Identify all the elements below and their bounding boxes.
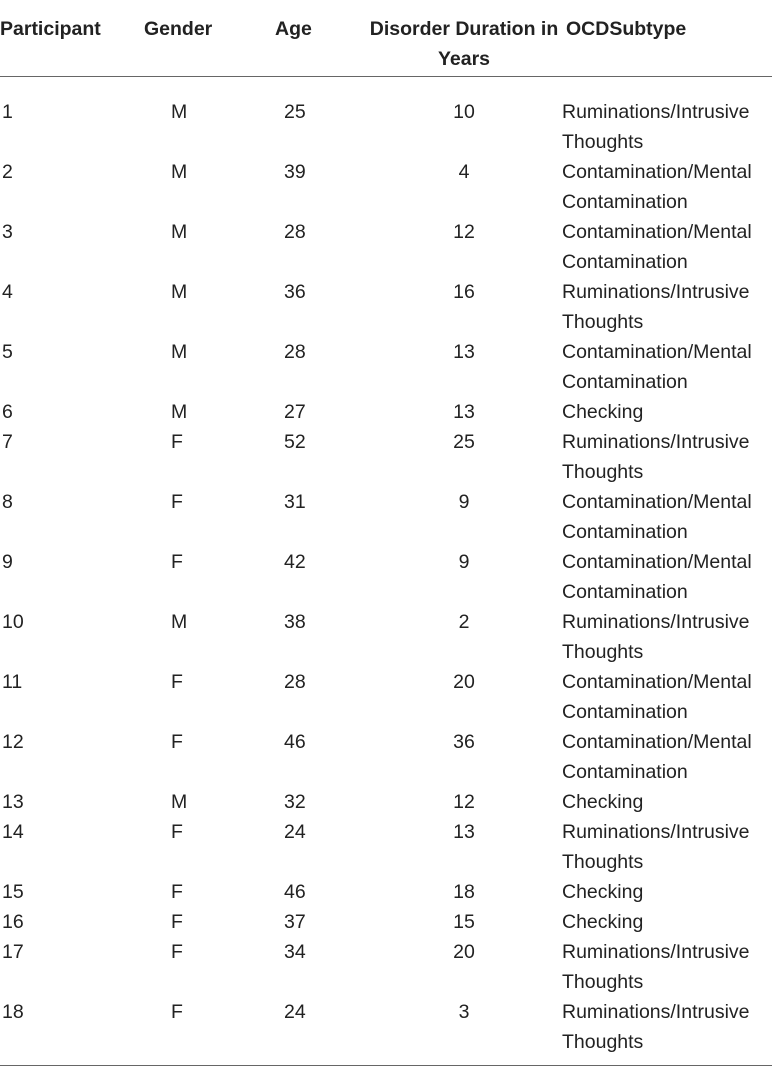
cell-age: 28 <box>284 340 306 363</box>
cell-participant: 15 <box>2 880 24 903</box>
cell-duration: 36 <box>453 730 475 753</box>
cell-subtype: Ruminations/Intrusive Thoughts <box>562 820 750 873</box>
cell-age: 27 <box>284 400 306 423</box>
table-row <box>0 217 772 277</box>
cell-subtype: Ruminations/Intrusive Thoughts <box>562 940 750 993</box>
table-row <box>0 667 772 727</box>
cell-duration: 4 <box>458 160 470 183</box>
header-subtype: OCDSubtype <box>562 0 772 76</box>
cell-participant: 9 <box>2 550 13 573</box>
cell-gender: M <box>171 340 188 363</box>
cell-duration: 16 <box>453 280 475 303</box>
header-participant: Participant <box>0 0 141 76</box>
cell-subtype: Contamination/Mental Contamination <box>562 220 752 273</box>
table-row <box>0 607 772 667</box>
table-row <box>0 157 772 217</box>
table-header <box>0 0 772 76</box>
cell-participant: 18 <box>0 997 141 1066</box>
cell-age: 24 <box>284 820 306 843</box>
table-row <box>0 877 772 907</box>
cell-subtype: Contamination/Mental Contamination <box>562 340 752 393</box>
cell-gender: M <box>171 160 188 183</box>
cell-gender: F <box>171 940 183 963</box>
cell-subtype: Contamination/Mental Contamination <box>562 160 752 213</box>
cell-duration: 12 <box>453 790 475 813</box>
cell-gender: M <box>171 400 188 423</box>
cell-gender: M <box>171 610 188 633</box>
cell-participant: 16 <box>2 910 24 933</box>
header-duration: Disorder Duration in Years <box>366 0 562 76</box>
cell-duration: 20 <box>453 940 475 963</box>
cell-age: 42 <box>284 550 306 573</box>
cell-participant: 7 <box>2 430 13 453</box>
header-age: Age <box>222 0 366 76</box>
table-row <box>0 547 772 607</box>
table-row <box>0 397 772 427</box>
cell-duration: 13 <box>453 400 475 423</box>
cell-participant: 1 <box>2 100 13 123</box>
cell-participant: 11 <box>2 670 23 693</box>
cell-gender: M <box>171 790 188 813</box>
cell-age: 32 <box>284 790 306 813</box>
cell-duration: 10 <box>453 100 475 123</box>
cell-gender: F <box>171 880 183 903</box>
cell-gender: F <box>171 730 183 753</box>
cell-subtype: Ruminations/Intrusive Thoughts <box>562 100 750 153</box>
cell-duration: 25 <box>453 430 475 453</box>
cell-age: 46 <box>284 730 306 753</box>
cell-gender: F <box>171 910 183 933</box>
cell-duration: 12 <box>453 220 475 243</box>
cell-duration: 9 <box>458 550 470 573</box>
cell-gender: F <box>171 670 183 693</box>
cell-participant: 5 <box>2 340 13 363</box>
cell-subtype: Ruminations/Intrusive Thoughts <box>562 610 750 663</box>
cell-age: 31 <box>284 490 306 513</box>
cell-gender: M <box>171 280 188 303</box>
cell-gender: F <box>171 430 183 453</box>
header-row <box>0 0 772 76</box>
cell-age: 39 <box>284 160 306 183</box>
cell-gender: F <box>141 997 222 1066</box>
cell-gender: F <box>171 490 183 513</box>
cell-age: 28 <box>284 670 306 693</box>
cell-gender: F <box>171 820 183 843</box>
cell-participant: 8 <box>2 490 13 513</box>
cell-subtype: Checking <box>562 880 644 903</box>
cell-duration: 9 <box>458 490 470 513</box>
cell-participant: 13 <box>2 790 24 813</box>
cell-subtype: Contamination/Mental Contamination <box>562 730 752 783</box>
cell-duration: 3 <box>366 997 562 1066</box>
cell-age: 36 <box>284 280 306 303</box>
cell-age: 38 <box>284 610 306 633</box>
cell-age: 34 <box>284 940 306 963</box>
cell-participant: 2 <box>2 160 13 183</box>
cell-subtype: Checking <box>562 910 644 933</box>
cell-participant: 17 <box>2 940 24 963</box>
cell-participant: 3 <box>2 220 13 243</box>
table-row <box>0 727 772 787</box>
cell-gender: M <box>171 100 188 123</box>
cell-duration: 2 <box>458 610 470 633</box>
cell-duration: 18 <box>453 880 475 903</box>
table-row <box>0 487 772 547</box>
cell-subtype: Contamination/Mental Contamination <box>562 490 752 543</box>
cell-participant: 4 <box>2 280 13 303</box>
cell-duration: 15 <box>453 910 475 933</box>
table-row <box>0 427 772 487</box>
cell-gender: F <box>171 550 183 573</box>
cell-subtype: Ruminations/Intrusive Thoughts <box>562 280 750 333</box>
cell-age: 52 <box>284 430 306 453</box>
cell-participant: 12 <box>2 730 24 753</box>
table-row <box>0 277 772 337</box>
cell-age: 28 <box>284 220 306 243</box>
cell-duration: 20 <box>453 670 475 693</box>
cell-gender: M <box>171 220 188 243</box>
cell-participant: 14 <box>2 820 24 843</box>
cell-duration: 13 <box>453 340 475 363</box>
cell-participant: 6 <box>2 400 13 423</box>
cell-subtype: Checking <box>562 790 644 813</box>
table-body <box>0 76 772 1065</box>
cell-subtype: Contamination/Mental Contamination <box>562 550 752 603</box>
table-row <box>0 337 772 397</box>
cell-age: 25 <box>284 100 306 123</box>
table-row <box>0 907 772 937</box>
cell-subtype: Ruminations/Intrusive Thoughts <box>562 997 772 1066</box>
cell-subtype: Checking <box>562 400 644 423</box>
table-row <box>0 76 772 157</box>
cell-age: 46 <box>284 880 306 903</box>
header-gender: Gender <box>141 0 222 76</box>
cell-age: 37 <box>284 910 306 933</box>
table-row <box>0 997 772 1066</box>
cell-subtype: Contamination/Mental Contamination <box>562 670 752 723</box>
table-row <box>0 937 772 997</box>
cell-participant: 10 <box>2 610 24 633</box>
cell-duration: 13 <box>453 820 475 843</box>
cell-age: 24 <box>222 997 366 1066</box>
cell-subtype: Ruminations/Intrusive Thoughts <box>562 430 750 483</box>
table-row <box>0 787 772 817</box>
table-row <box>0 817 772 877</box>
